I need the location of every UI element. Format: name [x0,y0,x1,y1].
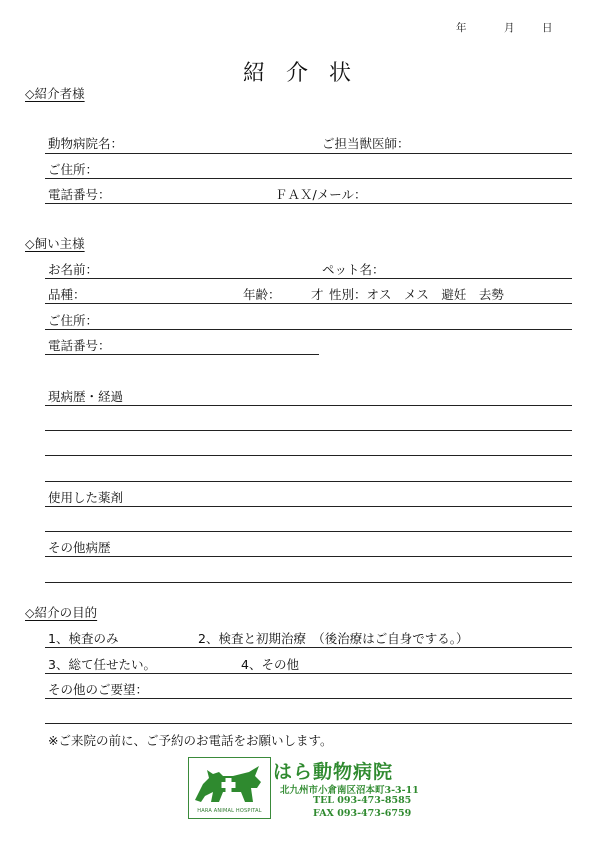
pet-name-label: ペット名： [322,262,385,277]
history-line[interactable] [45,455,572,456]
owner-pet-field[interactable] [45,278,572,279]
sex-options[interactable]: 性別：オス メス 避妊 去勢 [329,287,504,302]
other-history-line[interactable] [45,556,572,557]
purpose-line [45,673,572,674]
referrer-address-field[interactable] [45,178,572,179]
clinic-address: 北九州市小倉南区沼本町3-3-11 [280,785,419,796]
clinic-name: はら動物病院 [273,761,394,783]
vet-name-label: ご担当獣医師： [322,136,410,151]
breed-label: 品種： [48,287,86,302]
other-history-line[interactable] [45,582,572,583]
history-line[interactable] [45,405,572,406]
drugs-line[interactable] [45,531,572,532]
dog-cross-icon [189,758,270,808]
clinic-fax: FAX 093-473-6759 [313,808,412,819]
purpose-heading: ◇紹介の目的 [25,605,98,620]
breed-age-field[interactable] [45,303,572,304]
age-label: 年齢： [243,287,281,302]
owner-phone-label: 電話番号： [48,338,111,353]
history-line[interactable] [45,481,572,482]
referrer-heading: ◇紹介者様 [25,86,85,101]
owner-name-label: お名前： [48,262,99,277]
clinic-tel: TEL 093-473-8585 [313,795,412,806]
hospital-vet-field[interactable] [45,153,572,154]
current-history-label: 現病歴・経過 [48,389,124,404]
date-day: 日 [542,22,553,34]
purpose-option-4[interactable]: 4、その他 [241,657,299,672]
page-title: 紹 介 状 [243,61,352,86]
drugs-line[interactable] [45,506,572,507]
other-history-label: その他病歴 [48,540,111,555]
reservation-note: ※ご来院の前に、ご予約のお電話をお願いします。 [48,733,333,748]
clinic-logo [188,757,271,819]
referrer-phone-fax-field[interactable] [45,203,572,204]
drugs-label: 使用した薬剤 [48,490,124,505]
age-unit: 才 [311,287,324,302]
referrer-fax-label: ＦＡＸ/メール： [275,187,367,202]
purpose-option-1[interactable]: 1、検査のみ [48,631,119,646]
date-year: 年 [456,22,467,34]
owner-address-label: ご住所： [48,313,99,328]
logo-caption: HARA ANIMAL HOSPITAL [197,808,262,814]
purpose-option-2[interactable]: 2、検査と初期治療 （後治療はご自身でする。） [198,631,469,646]
requests-label: その他のご要望： [48,682,149,697]
owner-phone-field[interactable] [45,354,319,355]
hospital-name-label: 動物病院名： [48,136,124,151]
owner-heading: ◇飼い主様 [25,236,85,251]
date-month: 月 [504,22,515,34]
referrer-address-label: ご住所： [48,162,99,177]
purpose-option-3[interactable]: 3、総て任せたい。 [48,657,156,672]
requests-line[interactable] [45,698,572,699]
requests-line[interactable] [45,723,572,724]
referrer-phone-label: 電話番号： [48,187,111,202]
purpose-line [45,647,572,648]
owner-address-field[interactable] [45,329,572,330]
history-line[interactable] [45,430,572,431]
